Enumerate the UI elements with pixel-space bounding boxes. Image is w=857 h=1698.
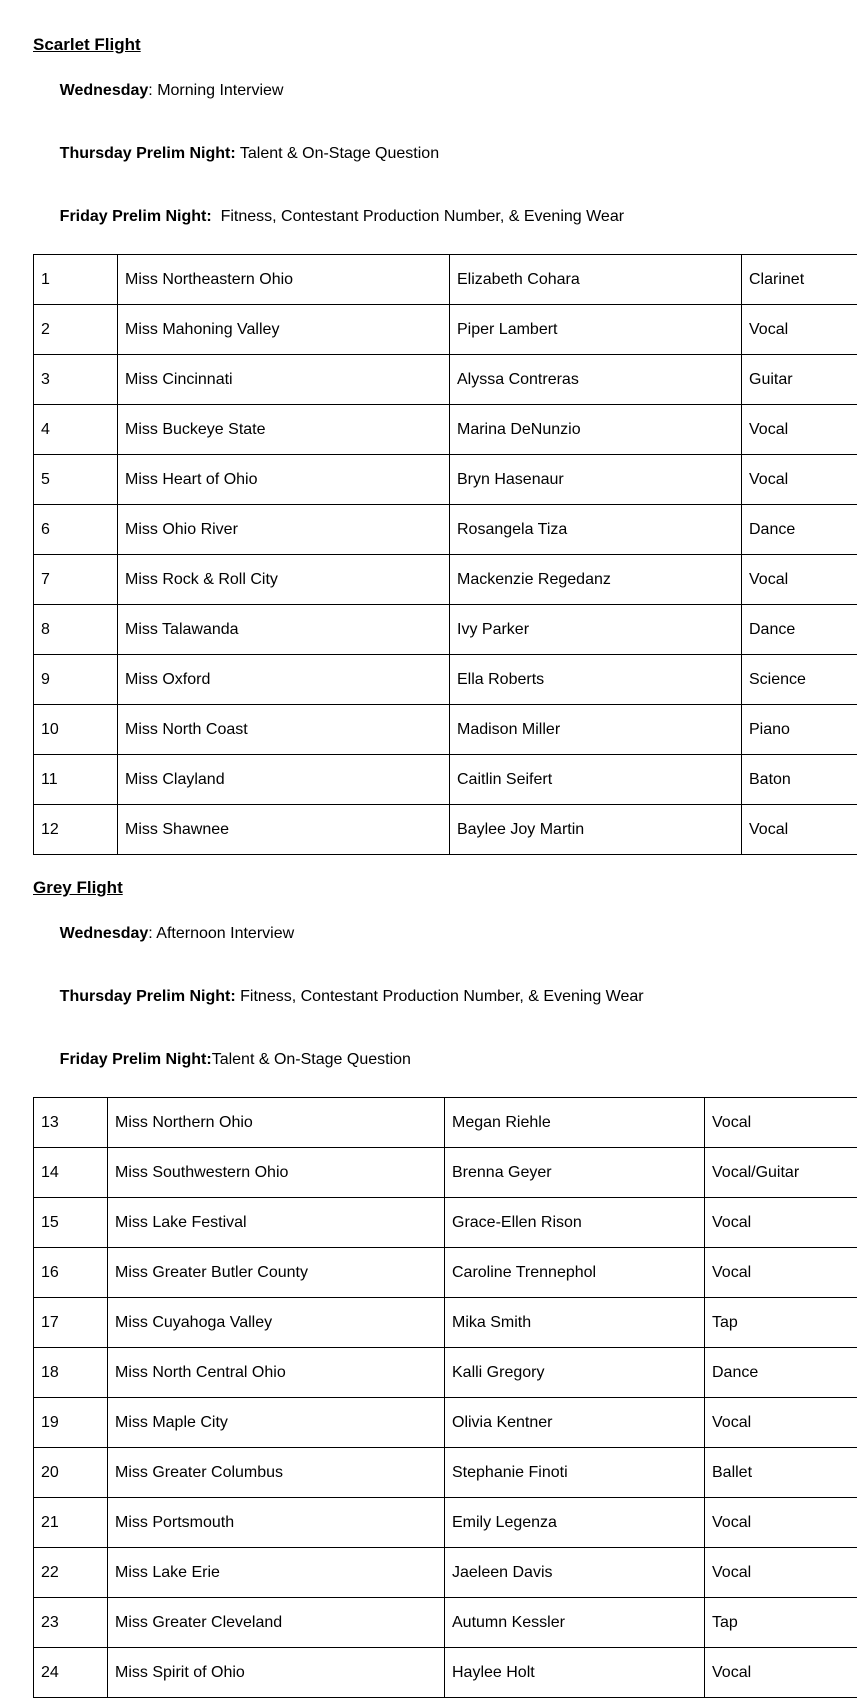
contestant-number-cell: 16 xyxy=(34,1248,108,1298)
contestant-title-cell: Miss Ohio River xyxy=(118,505,450,555)
table-row xyxy=(34,455,857,505)
table-row xyxy=(34,1198,857,1248)
contestant-number-cell: 10 xyxy=(34,705,118,755)
flight-heading: Scarlet Flight xyxy=(33,34,830,55)
schedule-day-detail: Fitness, Contestant Production Number, & Evening Wear xyxy=(212,208,624,225)
contestant-name-cell: Stephanie Finoti xyxy=(445,1448,705,1498)
table-row xyxy=(34,655,857,705)
contestant-name-cell: Marina DeNunzio xyxy=(450,405,742,455)
contestant-title-cell: Miss Maple City xyxy=(108,1398,445,1448)
contestant-talent-cell: Clarinet xyxy=(742,255,857,305)
contestant-talent-cell: Baton xyxy=(742,755,857,805)
contestant-title-cell: Miss Heart of Ohio xyxy=(118,455,450,505)
contestant-talent-cell: Vocal xyxy=(742,805,857,855)
contestant-talent-cell: Vocal xyxy=(705,1398,857,1448)
contestant-number-cell: 1 xyxy=(34,255,118,305)
table-row xyxy=(34,555,857,605)
contestant-name-cell: Caitlin Seifert xyxy=(450,755,742,805)
contestant-name-cell: Mika Smith xyxy=(445,1298,705,1348)
contestant-number-cell: 17 xyxy=(34,1298,108,1348)
contestant-title-cell: Miss North Coast xyxy=(118,705,450,755)
contestant-name-cell: Ivy Parker xyxy=(450,605,742,655)
contestant-talent-cell: Vocal xyxy=(742,405,857,455)
contestant-talent-cell: Vocal xyxy=(705,1648,857,1698)
schedule-line-wednesday xyxy=(33,59,830,122)
contestant-title-cell: Miss Lake Erie xyxy=(108,1548,445,1598)
flight-heading: Grey Flight xyxy=(33,877,830,898)
contestant-title-cell: Miss Northern Ohio xyxy=(108,1098,445,1148)
contestant-number-cell: 5 xyxy=(34,455,118,505)
contestant-title-cell: Miss Buckeye State xyxy=(118,405,450,455)
contestant-number-cell: 9 xyxy=(34,655,118,705)
schedule-day-label: Wednesday xyxy=(60,82,149,99)
schedule-line-friday xyxy=(33,185,830,248)
contestant-title-cell: Miss Oxford xyxy=(118,655,450,705)
table-row xyxy=(34,1148,857,1198)
contestant-name-cell: Bryn Hasenaur xyxy=(450,455,742,505)
contestant-title-cell: Miss Spirit of Ohio xyxy=(108,1648,445,1698)
table-row xyxy=(34,255,857,305)
schedule-day-label: Wednesday xyxy=(60,925,149,942)
contestant-name-cell: Megan Riehle xyxy=(445,1098,705,1148)
contestant-name-cell: Piper Lambert xyxy=(450,305,742,355)
contestant-talent-cell: Vocal/Guitar xyxy=(705,1148,857,1198)
contestant-number-cell: 23 xyxy=(34,1598,108,1648)
contestant-talent-cell: Dance xyxy=(742,605,857,655)
contestant-number-cell: 15 xyxy=(34,1198,108,1248)
contestant-title-cell: Miss Portsmouth xyxy=(108,1498,445,1548)
table-row xyxy=(34,705,857,755)
contestant-name-cell: Elizabeth Cohara xyxy=(450,255,742,305)
contestant-talent-cell: Vocal xyxy=(705,1498,857,1548)
contestant-number-cell: 14 xyxy=(34,1148,108,1198)
contestant-title-cell: Miss Mahoning Valley xyxy=(118,305,450,355)
table-row xyxy=(34,1648,857,1698)
table-row xyxy=(34,1398,857,1448)
table-row xyxy=(34,505,857,555)
contestant-talent-cell: Piano xyxy=(742,705,857,755)
schedule-day-detail: Talent & On-Stage Question xyxy=(212,1051,411,1068)
schedule-day-detail: : Morning Interview xyxy=(148,82,283,99)
grey-flight-table xyxy=(33,1097,857,1698)
contestant-name-cell: Caroline Trennephol xyxy=(445,1248,705,1298)
contestant-name-cell: Emily Legenza xyxy=(445,1498,705,1548)
contestant-number-cell: 24 xyxy=(34,1648,108,1698)
table-row xyxy=(34,605,857,655)
section-grey-flight xyxy=(33,877,830,1698)
schedule-day-detail: Talent & On-Stage Question xyxy=(236,145,439,162)
contestant-talent-cell: Vocal xyxy=(742,455,857,505)
contestant-title-cell: Miss Shawnee xyxy=(118,805,450,855)
contestant-name-cell: Haylee Holt xyxy=(445,1648,705,1698)
table-row xyxy=(34,1448,857,1498)
contestant-name-cell: Brenna Geyer xyxy=(445,1148,705,1198)
contestant-number-cell: 18 xyxy=(34,1348,108,1398)
contestant-title-cell: Miss Rock & Roll City xyxy=(118,555,450,605)
schedule-line-thursday xyxy=(33,965,830,1028)
contestant-title-cell: Miss Cincinnati xyxy=(118,355,450,405)
contestant-name-cell: Rosangela Tiza xyxy=(450,505,742,555)
contestant-title-cell: Miss North Central Ohio xyxy=(108,1348,445,1398)
contestant-number-cell: 20 xyxy=(34,1448,108,1498)
table-row xyxy=(34,1348,857,1398)
contestant-number-cell: 11 xyxy=(34,755,118,805)
contestant-talent-cell: Vocal xyxy=(705,1548,857,1598)
contestant-talent-cell: Vocal xyxy=(742,555,857,605)
contestant-title-cell: Miss Southwestern Ohio xyxy=(108,1148,445,1198)
schedule-line-wednesday xyxy=(33,902,830,965)
contestant-title-cell: Miss Greater Cleveland xyxy=(108,1598,445,1648)
table-row xyxy=(34,805,857,855)
contestant-title-cell: Miss Lake Festival xyxy=(108,1198,445,1248)
contestant-title-cell: Miss Greater Columbus xyxy=(108,1448,445,1498)
section-scarlet-flight xyxy=(33,34,830,855)
contestant-talent-cell: Guitar xyxy=(742,355,857,405)
table-row xyxy=(34,305,857,355)
table-row xyxy=(34,755,857,805)
contestant-name-cell: Alyssa Contreras xyxy=(450,355,742,405)
contestant-number-cell: 19 xyxy=(34,1398,108,1448)
contestant-name-cell: Madison Miller xyxy=(450,705,742,755)
table-row xyxy=(34,1548,857,1598)
contestant-talent-cell: Science xyxy=(742,655,857,705)
contestant-number-cell: 2 xyxy=(34,305,118,355)
contestant-title-cell: Miss Northeastern Ohio xyxy=(118,255,450,305)
table-row xyxy=(34,1598,857,1648)
contestant-name-cell: Jaeleen Davis xyxy=(445,1548,705,1598)
schedule-line-thursday xyxy=(33,122,830,185)
contestant-talent-cell: Dance xyxy=(705,1348,857,1398)
contestant-name-cell: Mackenzie Regedanz xyxy=(450,555,742,605)
contestant-number-cell: 7 xyxy=(34,555,118,605)
contestant-number-cell: 3 xyxy=(34,355,118,405)
table-row xyxy=(34,405,857,455)
scarlet-flight-table xyxy=(33,254,857,855)
table-row xyxy=(34,355,857,405)
contestant-name-cell: Kalli Gregory xyxy=(445,1348,705,1398)
schedule-day-detail: : Afternoon Interview xyxy=(148,925,294,942)
contestant-number-cell: 12 xyxy=(34,805,118,855)
schedule-day-label: Thursday Prelim Night: xyxy=(60,988,236,1005)
contestant-talent-cell: Ballet xyxy=(705,1448,857,1498)
contestant-number-cell: 4 xyxy=(34,405,118,455)
contestant-name-cell: Baylee Joy Martin xyxy=(450,805,742,855)
table-row xyxy=(34,1298,857,1348)
contestant-name-cell: Olivia Kentner xyxy=(445,1398,705,1448)
contestant-talent-cell: Vocal xyxy=(742,305,857,355)
table-row xyxy=(34,1098,857,1148)
contestant-name-cell: Ella Roberts xyxy=(450,655,742,705)
schedule-day-label: Thursday Prelim Night: xyxy=(60,145,236,162)
contestant-number-cell: 8 xyxy=(34,605,118,655)
contestant-number-cell: 13 xyxy=(34,1098,108,1148)
schedule-day-detail: Fitness, Contestant Production Number, & Evening Wear xyxy=(236,988,644,1005)
schedule-day-label: Friday Prelim Night: xyxy=(60,1051,212,1068)
contestant-talent-cell: Vocal xyxy=(705,1198,857,1248)
contestant-name-cell: Grace-Ellen Rison xyxy=(445,1198,705,1248)
contestant-talent-cell: Vocal xyxy=(705,1248,857,1298)
contestant-title-cell: Miss Greater Butler County xyxy=(108,1248,445,1298)
contestant-title-cell: Miss Talawanda xyxy=(118,605,450,655)
contestant-talent-cell: Tap xyxy=(705,1298,857,1348)
schedule-day-label: Friday Prelim Night: xyxy=(60,208,212,225)
contestant-number-cell: 21 xyxy=(34,1498,108,1548)
contestant-number-cell: 6 xyxy=(34,505,118,555)
schedule-line-friday xyxy=(33,1028,830,1091)
table-row xyxy=(34,1248,857,1298)
contestant-talent-cell: Tap xyxy=(705,1598,857,1648)
contestant-name-cell: Autumn Kessler xyxy=(445,1598,705,1648)
table-row xyxy=(34,1498,857,1548)
contestant-title-cell: Miss Cuyahoga Valley xyxy=(108,1298,445,1348)
contestant-talent-cell: Dance xyxy=(742,505,857,555)
contestant-title-cell: Miss Clayland xyxy=(118,755,450,805)
contestant-number-cell: 22 xyxy=(34,1548,108,1598)
contestant-talent-cell: Vocal xyxy=(705,1098,857,1148)
